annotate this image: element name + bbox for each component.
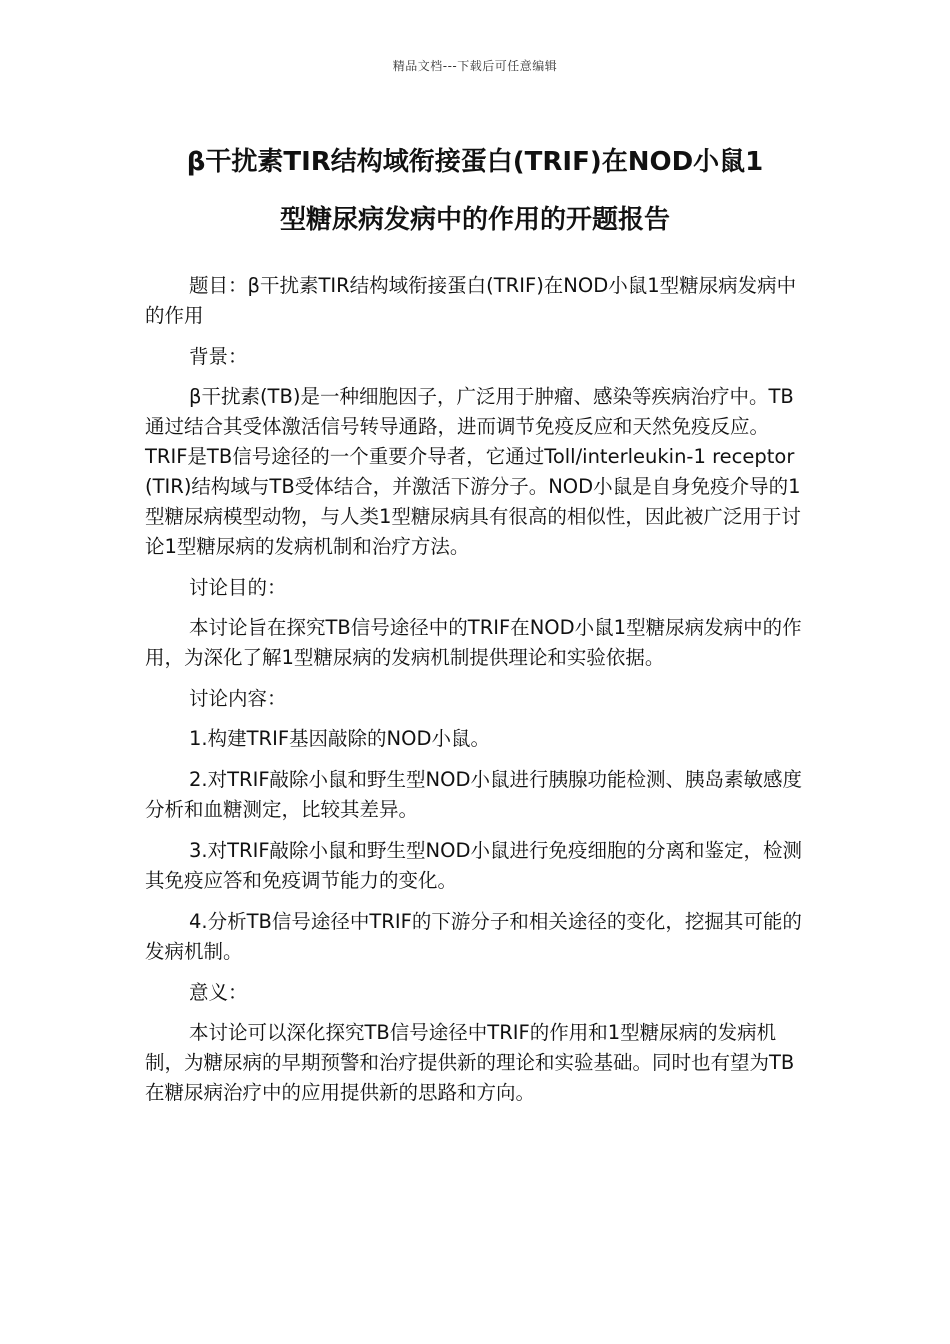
purpose-heading: 讨论目的： [189, 576, 287, 599]
document-body [145, 271, 805, 1119]
topic-paragraph: 题目：β干扰素TIR结构域衔接蛋白(TRIF)在NOD小鼠1型糖尿病发病中的作用 [145, 274, 797, 327]
document-title [120, 133, 830, 249]
content-item-3: 3.对TRIF敲除小鼠和野生型NOD小鼠进行免疫细胞的分离和鉴定，检测其免疫应答和免疫调节能力的变化。 [145, 839, 802, 892]
content-item-1: 1.构建TRIF基因敲除的NOD小鼠。 [189, 727, 490, 750]
header-note: 精品文档---下载后可任意编辑 [392, 59, 558, 73]
background-heading: 背景： [189, 345, 248, 368]
content-item-2: 2.对TRIF敲除小鼠和野生型NOD小鼠进行胰腺功能检测、胰岛素敏感度分析和血糖测定，比较其差异。 [145, 768, 802, 821]
content-item-4: 4.分析TB信号途径中TRIF的下游分子和相关途径的变化，挖掘其可能的发病机制。 [145, 910, 802, 963]
background-paragraph: β干扰素(TB)是一种细胞因子，广泛用于肿瘤、感染等疾病治疗中。TB通过结合其受体激活信号转导通路，进而调节免疫反应和天然免疫反应。TRIF是TB信号途径的一个重要介导者，它通过Toll/interleukin-1 receptor (TIR)结构域与TB受体结合，并激活下游分子。NOD小鼠是自身免疫介导的1型糖尿病模型动物，与人类1型糖尿病具有很高的相似性，因此被广泛用于讨论1型糖尿病的发病机制和治疗方法。 [145, 385, 801, 558]
title-line-2: 型糖尿病发病中的作用的开题报告 [279, 205, 670, 235]
purpose-paragraph: 本讨论旨在探究TB信号途径中的TRIF在NOD小鼠1型糖尿病发病中的作用，为深化了解1型糖尿病的发病机制提供理论和实验依据。 [145, 616, 802, 669]
title-line-1: β干扰素TIR结构域衔接蛋白(TRIF)在NOD小鼠1 [186, 147, 764, 177]
significance-heading: 意义： [189, 981, 248, 1004]
significance-paragraph: 本讨论可以深化探究TB信号途径中TRIF的作用和1型糖尿病的发病机制，为糖尿病的早期预警和治疗提供新的理论和实验基础。同时也有望为TB在糖尿病治疗中的应用提供新的思路和方向。 [145, 1021, 795, 1104]
content-heading: 讨论内容： [189, 687, 287, 710]
